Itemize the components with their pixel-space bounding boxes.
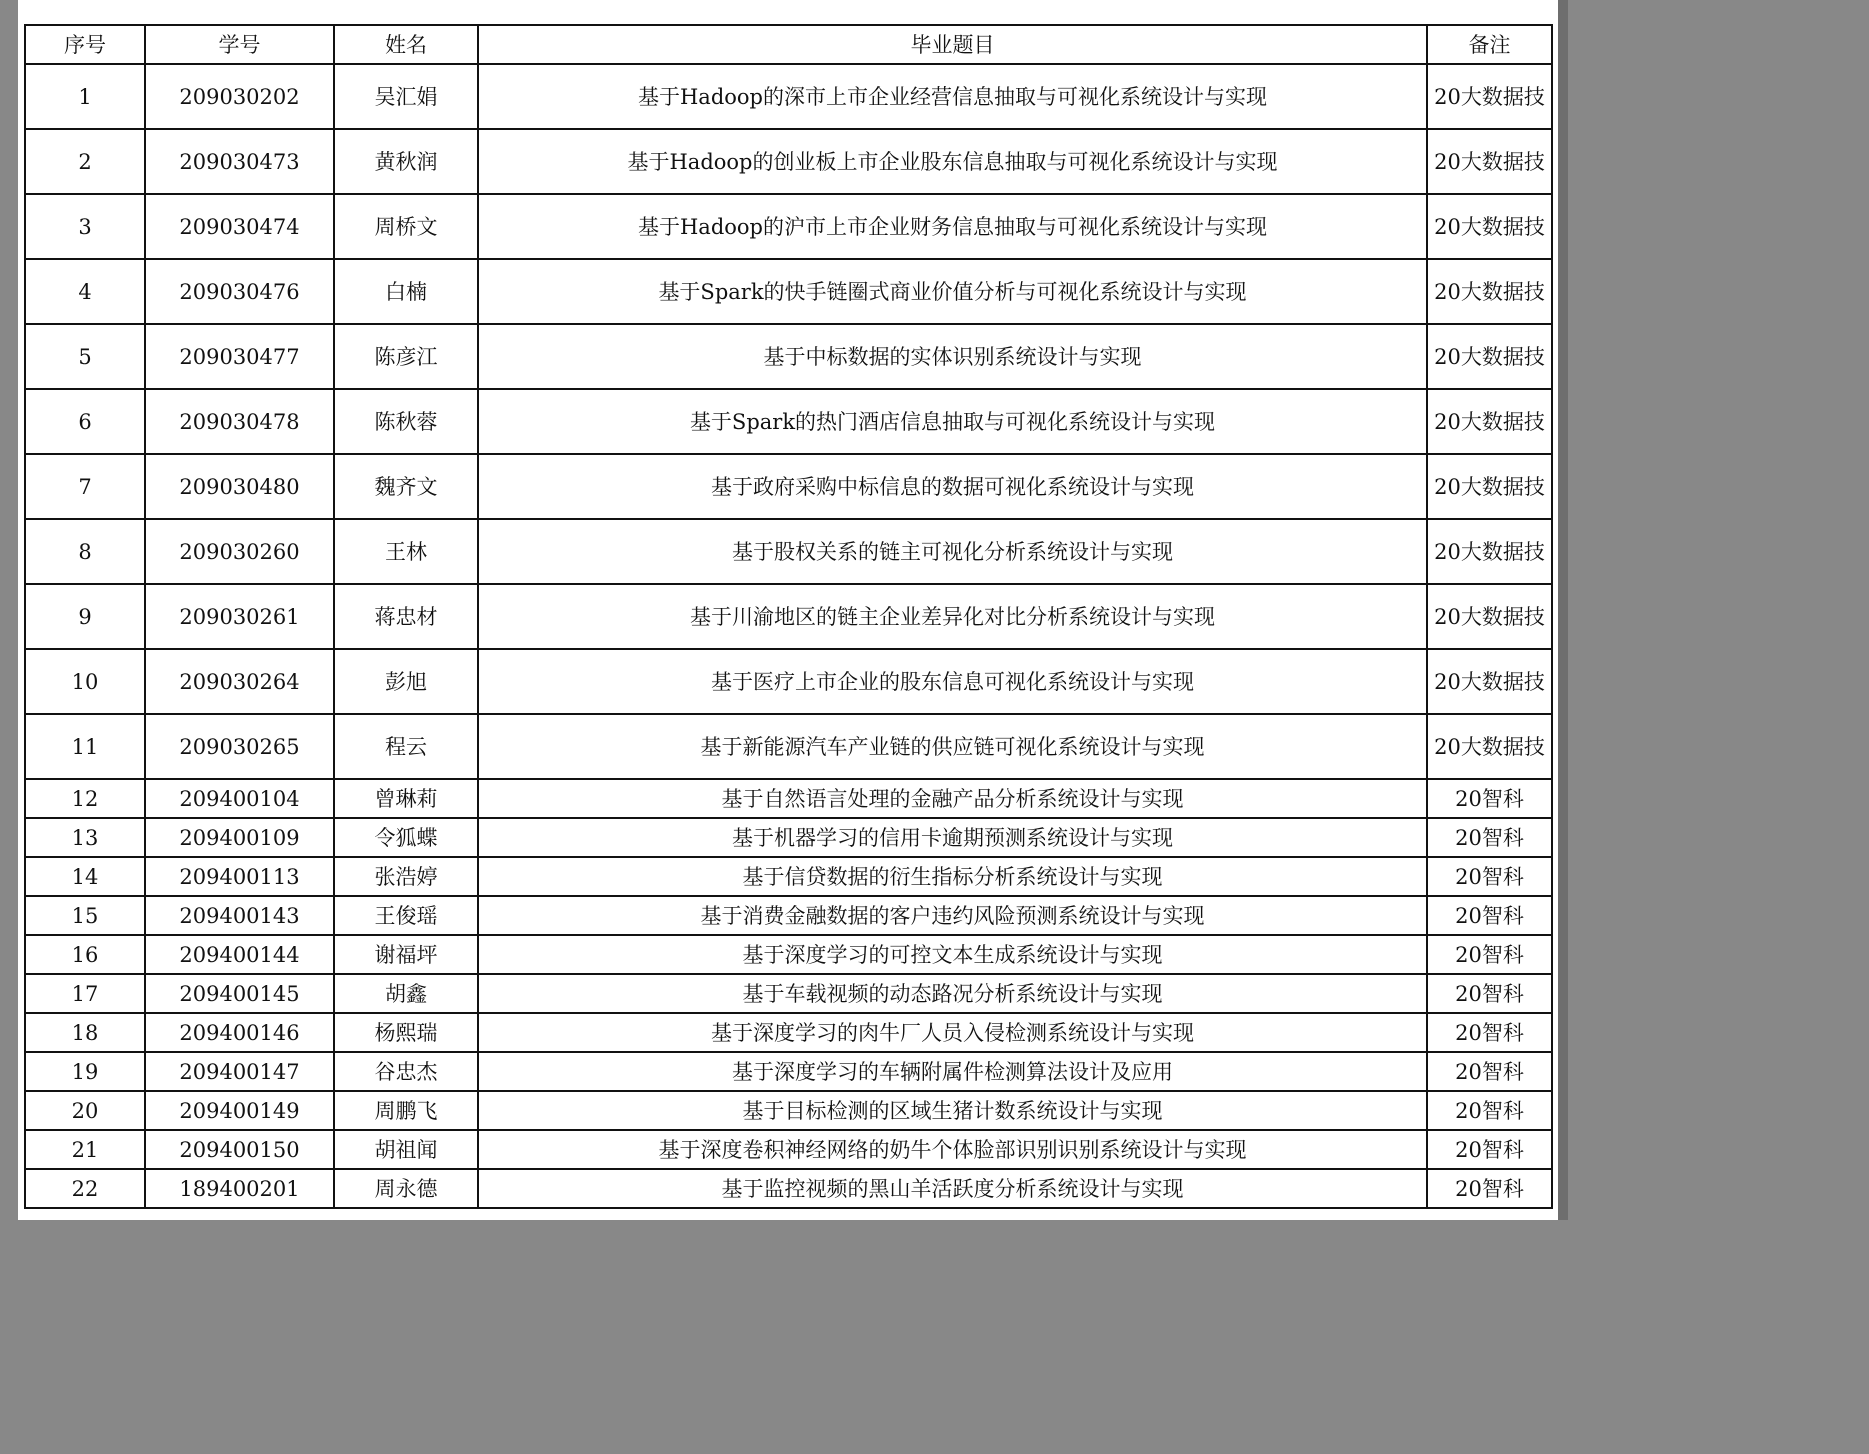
page-edge-shadow (1558, 0, 1568, 1220)
cell-student-id: 209400144 (145, 935, 334, 974)
cell-serial-no: 11 (25, 714, 145, 779)
cell-thesis-title: 基于Spark的热门酒店信息抽取与可视化系统设计与实现 (478, 389, 1427, 454)
header-remarks: 备注 (1427, 25, 1552, 64)
cell-remarks: 20大数据技 (1427, 649, 1552, 714)
table-row (25, 324, 1552, 389)
cell-remarks: 20智科 (1427, 1091, 1552, 1130)
cell-serial-no: 8 (25, 519, 145, 584)
cell-name: 令狐蝶 (334, 818, 478, 857)
table-row (25, 935, 1552, 974)
cell-student-id: 209030264 (145, 649, 334, 714)
table-row (25, 584, 1552, 649)
cell-student-id: 209030477 (145, 324, 334, 389)
table-row (25, 64, 1552, 129)
cell-remarks: 20智科 (1427, 935, 1552, 974)
table-row (25, 259, 1552, 324)
cell-remarks: 20大数据技 (1427, 454, 1552, 519)
cell-thesis-title: 基于政府采购中标信息的数据可视化系统设计与实现 (478, 454, 1427, 519)
cell-serial-no: 6 (25, 389, 145, 454)
cell-name: 杨熙瑞 (334, 1013, 478, 1052)
cell-serial-no: 18 (25, 1013, 145, 1052)
cell-thesis-title: 基于Spark的快手链圈式商业价值分析与可视化系统设计与实现 (478, 259, 1427, 324)
cell-thesis-title: 基于Hadoop的创业板上市企业股东信息抽取与可视化系统设计与实现 (478, 129, 1427, 194)
cell-thesis-title: 基于车载视频的动态路况分析系统设计与实现 (478, 974, 1427, 1013)
cell-student-id: 209030476 (145, 259, 334, 324)
cell-name: 蒋忠材 (334, 584, 478, 649)
table-row (25, 194, 1552, 259)
cell-remarks: 20智科 (1427, 857, 1552, 896)
cell-remarks: 20大数据技 (1427, 714, 1552, 779)
cell-name: 谷忠杰 (334, 1052, 478, 1091)
cell-remarks: 20智科 (1427, 779, 1552, 818)
cell-name: 周鹏飞 (334, 1091, 478, 1130)
cell-student-id: 209030261 (145, 584, 334, 649)
table-row (25, 714, 1552, 779)
table-row (25, 1130, 1552, 1169)
cell-serial-no: 5 (25, 324, 145, 389)
cell-thesis-title: 基于医疗上市企业的股东信息可视化系统设计与实现 (478, 649, 1427, 714)
table-row (25, 896, 1552, 935)
cell-student-id: 209400149 (145, 1091, 334, 1130)
cell-name: 谢福坪 (334, 935, 478, 974)
table-row (25, 649, 1552, 714)
header-thesis-title: 毕业题目 (478, 25, 1427, 64)
cell-remarks: 20智科 (1427, 1052, 1552, 1091)
cell-name: 王俊瑶 (334, 896, 478, 935)
cell-thesis-title: 基于新能源汽车产业链的供应链可视化系统设计与实现 (478, 714, 1427, 779)
cell-thesis-title: 基于Hadoop的深市上市企业经营信息抽取与可视化系统设计与实现 (478, 64, 1427, 129)
cell-name: 曾琳莉 (334, 779, 478, 818)
cell-student-id: 209030474 (145, 194, 334, 259)
cell-remarks: 20大数据技 (1427, 519, 1552, 584)
cell-serial-no: 21 (25, 1130, 145, 1169)
cell-student-id: 209030260 (145, 519, 334, 584)
cell-serial-no: 3 (25, 194, 145, 259)
cell-student-id: 209030478 (145, 389, 334, 454)
cell-serial-no: 4 (25, 259, 145, 324)
cell-name: 胡鑫 (334, 974, 478, 1013)
table-row (25, 129, 1552, 194)
cell-student-id: 209400146 (145, 1013, 334, 1052)
table-row (25, 857, 1552, 896)
table-row (25, 974, 1552, 1013)
cell-student-id: 209030202 (145, 64, 334, 129)
cell-serial-no: 1 (25, 64, 145, 129)
header-student-id: 学号 (145, 25, 334, 64)
table-body (25, 64, 1552, 1208)
cell-name: 陈彦江 (334, 324, 478, 389)
cell-thesis-title: 基于深度学习的可控文本生成系统设计与实现 (478, 935, 1427, 974)
cell-thesis-title: 基于股权关系的链主可视化分析系统设计与实现 (478, 519, 1427, 584)
table-header-row (25, 25, 1552, 64)
cell-student-id: 209030265 (145, 714, 334, 779)
cell-remarks: 20大数据技 (1427, 324, 1552, 389)
table-row (25, 519, 1552, 584)
cell-remarks: 20智科 (1427, 1013, 1552, 1052)
cell-serial-no: 12 (25, 779, 145, 818)
cell-serial-no: 15 (25, 896, 145, 935)
table-row (25, 454, 1552, 519)
table-row (25, 1052, 1552, 1091)
table-row (25, 389, 1552, 454)
table-row (25, 779, 1552, 818)
cell-student-id: 189400201 (145, 1169, 334, 1208)
cell-serial-no: 2 (25, 129, 145, 194)
cell-remarks: 20智科 (1427, 818, 1552, 857)
cell-serial-no: 22 (25, 1169, 145, 1208)
cell-remarks: 20大数据技 (1427, 64, 1552, 129)
cell-remarks: 20大数据技 (1427, 259, 1552, 324)
cell-name: 周永德 (334, 1169, 478, 1208)
table-row (25, 1013, 1552, 1052)
graduation-topics-table (24, 24, 1553, 1209)
cell-serial-no: 9 (25, 584, 145, 649)
cell-serial-no: 19 (25, 1052, 145, 1091)
header-name: 姓名 (334, 25, 478, 64)
cell-thesis-title: 基于自然语言处理的金融产品分析系统设计与实现 (478, 779, 1427, 818)
cell-remarks: 20智科 (1427, 1169, 1552, 1208)
cell-thesis-title: 基于深度学习的车辆附属件检测算法设计及应用 (478, 1052, 1427, 1091)
cell-thesis-title: 基于消费金融数据的客户违约风险预测系统设计与实现 (478, 896, 1427, 935)
document-page (18, 0, 1558, 1220)
cell-serial-no: 20 (25, 1091, 145, 1130)
cell-remarks: 20大数据技 (1427, 389, 1552, 454)
cell-remarks: 20大数据技 (1427, 194, 1552, 259)
cell-student-id: 209400109 (145, 818, 334, 857)
cell-serial-no: 16 (25, 935, 145, 974)
cell-thesis-title: 基于监控视频的黑山羊活跃度分析系统设计与实现 (478, 1169, 1427, 1208)
cell-name: 魏齐文 (334, 454, 478, 519)
cell-thesis-title: 基于深度卷积神经网络的奶牛个体脸部识别识别系统设计与实现 (478, 1130, 1427, 1169)
cell-thesis-title: 基于深度学习的肉牛厂人员入侵检测系统设计与实现 (478, 1013, 1427, 1052)
table-row (25, 818, 1552, 857)
cell-name: 张浩婷 (334, 857, 478, 896)
cell-name: 陈秋蓉 (334, 389, 478, 454)
cell-thesis-title: 基于机器学习的信用卡逾期预测系统设计与实现 (478, 818, 1427, 857)
cell-student-id: 209400150 (145, 1130, 334, 1169)
cell-serial-no: 14 (25, 857, 145, 896)
cell-serial-no: 13 (25, 818, 145, 857)
header-serial-no: 序号 (25, 25, 145, 64)
cell-thesis-title: 基于中标数据的实体识别系统设计与实现 (478, 324, 1427, 389)
cell-name: 程云 (334, 714, 478, 779)
cell-name: 白楠 (334, 259, 478, 324)
cell-remarks: 20大数据技 (1427, 129, 1552, 194)
cell-serial-no: 10 (25, 649, 145, 714)
cell-thesis-title: 基于信贷数据的衍生指标分析系统设计与实现 (478, 857, 1427, 896)
cell-name: 黄秋润 (334, 129, 478, 194)
cell-student-id: 209030473 (145, 129, 334, 194)
cell-name: 王林 (334, 519, 478, 584)
cell-student-id: 209400145 (145, 974, 334, 1013)
cell-remarks: 20智科 (1427, 896, 1552, 935)
cell-thesis-title: 基于川渝地区的链主企业差异化对比分析系统设计与实现 (478, 584, 1427, 649)
cell-student-id: 209400113 (145, 857, 334, 896)
cell-remarks: 20智科 (1427, 974, 1552, 1013)
cell-remarks: 20智科 (1427, 1130, 1552, 1169)
cell-name: 彭旭 (334, 649, 478, 714)
cell-student-id: 209400147 (145, 1052, 334, 1091)
table-row (25, 1169, 1552, 1208)
cell-remarks: 20大数据技 (1427, 584, 1552, 649)
table-row (25, 1091, 1552, 1130)
cell-student-id: 209400143 (145, 896, 334, 935)
cell-name: 胡祖闻 (334, 1130, 478, 1169)
cell-thesis-title: 基于Hadoop的沪市上市企业财务信息抽取与可视化系统设计与实现 (478, 194, 1427, 259)
cell-name: 吴汇娟 (334, 64, 478, 129)
cell-serial-no: 7 (25, 454, 145, 519)
cell-student-id: 209030480 (145, 454, 334, 519)
cell-thesis-title: 基于目标检测的区域生猪计数系统设计与实现 (478, 1091, 1427, 1130)
cell-student-id: 209400104 (145, 779, 334, 818)
cell-serial-no: 17 (25, 974, 145, 1013)
cell-name: 周桥文 (334, 194, 478, 259)
